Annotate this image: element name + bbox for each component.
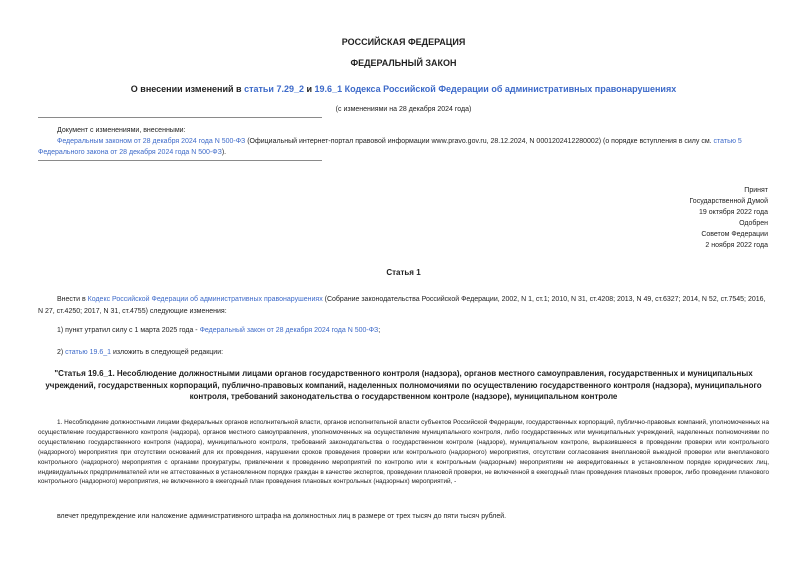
adopted-label: Принят	[744, 187, 768, 194]
changes-link-law-500[interactable]: Федеральным законом от 28 декабря 2024 года N 500-ФЗ	[57, 138, 246, 145]
country-heading: РОССИЙСКАЯ ФЕДЕРАЦИЯ	[341, 37, 466, 47]
changes-link-article-5[interactable]: статью 5 Федерального закона от 28 декабря 2024 года N 500-ФЗ	[38, 138, 742, 156]
adopted-date: 19 октября 2022 года	[699, 209, 768, 216]
changes-text: Федеральным законом от 28 декабря 2024 года N 500-ФЗ (Официальный интернет-портал правовой информации www.pravo.gov.ru, 28.12.2024, N 0001202412280002) (о порядке вступления в силу см. статью 5 Федерального закона от 28 декабря 2024 года N 500-ФЗ).	[38, 138, 742, 156]
part-1-text: 1. Несоблюдение должностными лицами федеральных органов исполнительной власти, органов исполнительной власти субъектов Российской Федерации, государственных корпораций, публично-правовых компаний, уполномоченных на осуществление государственного контроля (надзора), органов местного самоуправления, уполномоченных на осуществление муниципального контроля, либо государственных или муниципальных учреждений, наделенных полномочиями по осуществлению государственного контроля (надзора), муниципального контроля, требований законодательства о государственном контроле (надзоре), муниципальном контроле, выразившееся в проведении проверки или контрольного (надзорного) мероприятия при отсутствии оснований для их проведения, нарушении сроков проведения проверки или контрольного (надзорного) мероприятия, отсутствии согласования внеплановой выездной проверки или внепланового контрольного (надзорного) мероприятия с органами прокуратуры, привлечении к проведению мероприятий по контролю или к контрольным (надзорным) мероприятиям не аккредитованных в установленном порядке юридических лиц, индивидуальных предпринимателей или не аттестованных в установленном порядке граждан в качестве экспертов, проведении плановой проверки, не включенной в ежегодный план проведения плановых проверок, либо проведении планового контрольного (надзорного) мероприятия, не включенного в ежегодный план проведения плановых контрольных (надзорных) мероприятий, -	[38, 419, 769, 486]
title-link-article-7-29-2[interactable]: статьи 7.29_2	[244, 84, 304, 94]
item2-link-article-19-6-1[interactable]: статью 19.6_1	[65, 349, 111, 356]
article-heading: Статья 1	[386, 268, 421, 277]
article-intro: Внести в Кодекс Российской Федерации об административных правонарушениях (Собрание законодательства Российской Федерации, 2002, N 1, ст.1; 2010, N 31, ст.4208; 2013, N 49, ст.6327; 2014, N 52, ст.7545; 2016, N 27, ст.4250; 2017, N 31, ст.4755) следующие изменения:	[38, 296, 766, 315]
approved-label: Одобрен	[739, 220, 768, 227]
intro-link-code[interactable]: Кодекс Российской Федерации об административных правонарушениях	[87, 296, 323, 303]
changes-top-rule	[38, 117, 322, 118]
item-1: 1) пункт утратил силу с 1 марта 2025 года - Федеральный закон от 28 декабря 2024 года N 500-ФЗ;	[57, 327, 381, 334]
law-type-heading: ФЕДЕРАЛЬНЫЙ ЗАКОН	[350, 58, 457, 68]
quoted-article-heading: "Статья 19.6_1. Несоблюдение должностными лицами органов государственного контроля (надзора), органов местного самоуправления, государственных и муниципальных учреждений, государственных корпораций, публично-правовых компаний, наделенных полномочиями по осуществлению государственного контроля (надзора), муниципального контроля, требований законодательства о государственном контроле (надзоре), муниципальном контроле	[45, 369, 762, 401]
penalty-text: влечет предупреждение или наложение административного штрафа на должностных лиц в размере от трех тысяч до пяти тысяч рублей.	[57, 513, 507, 520]
item1-link-law-500[interactable]: Федеральный закон от 28 декабря 2024 года N 500-ФЗ	[199, 327, 379, 334]
title-link-article-19-6-1[interactable]: 19.6_1 Кодекса Российской Федерации об административных правонарушениях	[314, 84, 677, 94]
document-title: О внесении изменений в статьи 7.29_2 и 19.6_1 Кодекса Российской Федерации об административных правонарушениях	[130, 84, 677, 94]
adopted-by: Государственной Думой	[689, 198, 768, 205]
revision-note: (с изменениями на 28 декабря 2024 года)	[335, 106, 472, 113]
adoption-block	[568, 185, 768, 251]
changes-heading: Документ с изменениями, внесенными:	[57, 127, 186, 134]
changes-bottom-rule	[38, 160, 322, 161]
approved-date: 2 ноября 2022 года	[705, 242, 768, 249]
approved-by: Советом Федерации	[701, 231, 768, 238]
item-2: 2) статью 19.6_1 изложить в следующей редакции:	[57, 349, 224, 356]
